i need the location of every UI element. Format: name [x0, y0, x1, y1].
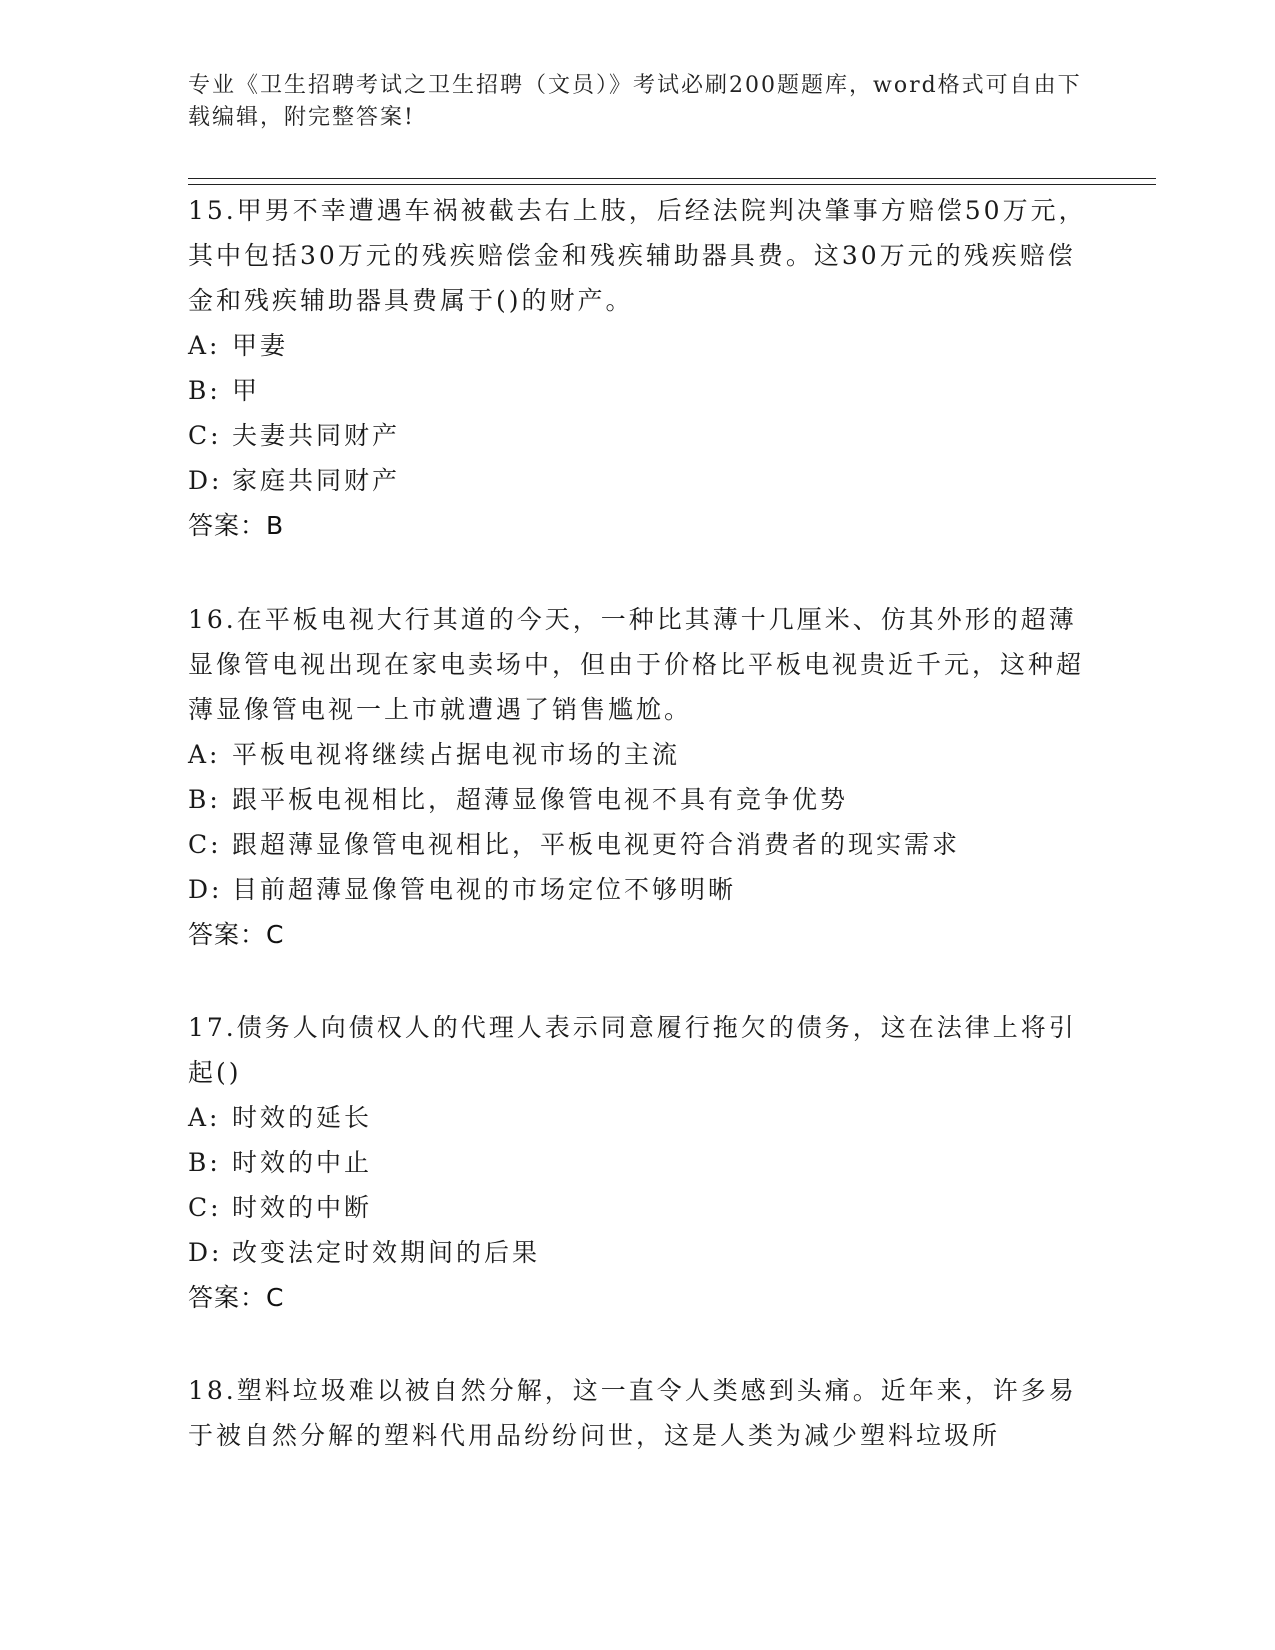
option-text: 夫妻共同财产 [232, 421, 401, 450]
option-letter: A: [188, 331, 221, 360]
option-letter: B: [188, 1148, 221, 1177]
question-18 [188, 1368, 1088, 1458]
option-letter: A: [188, 740, 221, 769]
option-letter: A: [188, 1103, 221, 1132]
option-text: 甲妻 [232, 331, 289, 360]
option-letter: D: [188, 466, 223, 495]
option-b [188, 777, 1088, 822]
option-a [188, 1095, 1088, 1140]
option-text: 目前超薄显像管电视的市场定位不够明晰 [232, 875, 737, 904]
option-letter: C: [188, 1193, 222, 1222]
option-letter: B: [188, 376, 221, 405]
option-c [188, 1185, 1088, 1230]
option-a [188, 323, 1088, 368]
question-17 [188, 1005, 1088, 1320]
option-letter: D: [188, 875, 223, 904]
question-stem: 17.债务人向债权人的代理人表示同意履行拖欠的债务，这在法律上将引起() [188, 1013, 1077, 1087]
option-text: 跟超薄显像管电视相比，平板电视更符合消费者的现实需求 [232, 830, 961, 859]
question-stem: 15.甲男不幸遭遇车祸被截去右上肢，后经法院判决肇事方赔偿50万元，其中包括30万元的残疾赔偿金和残疾辅助器具费。这30万元的残疾赔偿金和残疾辅助器具费属于()的财产。 [188, 196, 1087, 315]
question-16 [188, 597, 1088, 957]
header-divider-top [188, 178, 1156, 179]
option-text: 跟平板电视相比，超薄显像管电视不具有竞争优势 [232, 785, 849, 814]
answer-label: 答案：C [188, 1283, 285, 1312]
option-text: 家庭共同财产 [232, 466, 401, 495]
option-letter: C: [188, 830, 222, 859]
option-c [188, 822, 1088, 867]
option-b [188, 368, 1088, 413]
document-header: 专业《卫生招聘考试之卫生招聘（文员）》考试必刷200题题库，word格式可自由下载编辑，附完整答案! [188, 73, 1082, 130]
question-stem: 18.塑料垃圾难以被自然分解，这一直令人类感到头痛。近年来，许多易于被自然分解的塑料代用品纷纷问世，这是人类为减少塑料垃圾所 [188, 1376, 1077, 1450]
option-text: 时效的延长 [232, 1103, 373, 1132]
option-d [188, 1230, 1088, 1275]
answer-label: 答案：C [188, 920, 285, 949]
option-letter: D: [188, 1238, 223, 1267]
question-stem: 16.在平板电视大行其道的今天，一种比其薄十几厘米、仿其外形的超薄显像管电视出现在家电卖场中，但由于价格比平板电视贵近千元，这种超薄显像管电视一上市就遭遇了销售尴尬。 [188, 605, 1085, 724]
option-d [188, 458, 1088, 503]
header-divider-bottom [188, 184, 1156, 185]
option-text: 时效的中止 [232, 1148, 373, 1177]
question-15 [188, 188, 1088, 548]
option-text: 平板电视将继续占据电视市场的主流 [232, 740, 681, 769]
option-letter: C: [188, 421, 222, 450]
option-text: 甲 [232, 376, 261, 405]
option-text: 时效的中断 [232, 1193, 373, 1222]
option-d [188, 867, 1088, 912]
option-c [188, 413, 1088, 458]
option-text: 改变法定时效期间的后果 [232, 1238, 541, 1267]
option-a [188, 732, 1088, 777]
option-letter: B: [188, 785, 221, 814]
option-b [188, 1140, 1088, 1185]
answer-label: 答案：B [188, 511, 285, 540]
